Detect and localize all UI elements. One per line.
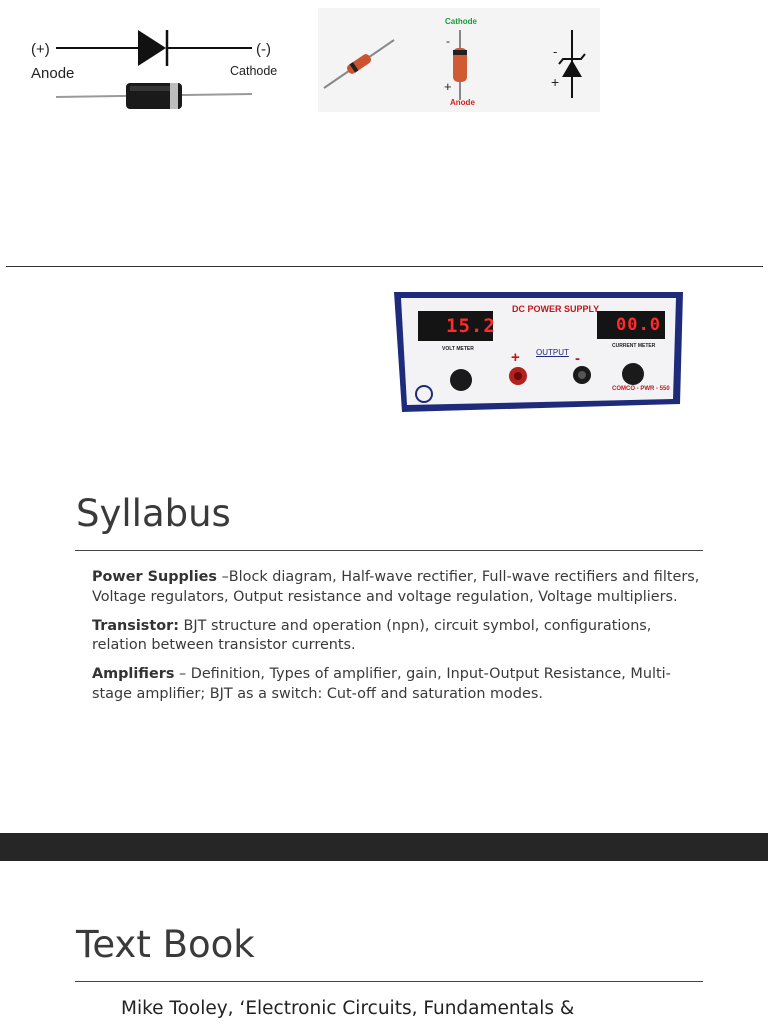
volt-display: 15.2 <box>446 315 496 337</box>
syllabus-item-heading: Amplifiers <box>92 666 175 682</box>
textbook-reference: Mike Tooley, ‘Electronic Circuits, Fundamentals & <box>121 998 575 1019</box>
zener-plus-sign: + <box>444 79 452 94</box>
zener-symbol-plus: + <box>551 74 560 90</box>
dc-power-supply-photo <box>394 290 684 414</box>
plus-terminal-label: + <box>511 349 520 366</box>
anode-label: Anode <box>31 65 75 82</box>
output-label: OUTPUT <box>536 348 569 357</box>
minus-terminal-label: - <box>575 350 580 367</box>
current-meter-label: CURRENT METER <box>612 343 656 349</box>
syllabus-item-heading: Power Supplies <box>92 569 217 585</box>
syllabus-item-text: Block diagram, Half-wave rectifier, Full-wave rectifiers and filters, Voltage regulators, Output resistance and voltage regulation, Voltage multipliers. <box>92 569 700 605</box>
syllabus-item-text: BJT structure and operation (npn), circuit symbol, configurations, relation between transistor currents. <box>92 617 652 653</box>
syllabus-item-separator: – <box>174 666 191 682</box>
volt-meter-label: VOLT METER <box>442 346 474 352</box>
model-label: COMCO - PWR - 550 <box>612 386 670 392</box>
syllabus-item-amplifiers <box>92 665 704 704</box>
anode-sign: (+) <box>31 41 50 58</box>
diode-figures <box>0 0 768 120</box>
zener-diode-photo <box>318 36 398 92</box>
divider-line <box>6 266 763 267</box>
syllabus-rule <box>75 550 703 551</box>
syllabus-item-transistor <box>92 617 704 656</box>
psu-title: DC POWER SUPPLY <box>512 304 600 314</box>
syllabus-item-text: Definition, Types of amplifier, gain, Input-Output Resistance, Multi-stage amplifier; BJT as a switch: Cut-off and saturation modes. <box>92 666 671 702</box>
zener-minus-sign: - <box>446 34 450 48</box>
cathode-label: Cathode <box>230 64 278 78</box>
syllabus-list <box>92 568 704 714</box>
textbook-title: Text Book <box>76 923 255 966</box>
slide-separator-band <box>0 833 768 861</box>
zener-anode-label: Anode <box>450 98 475 107</box>
syllabus-item-heading: Transistor: <box>92 617 179 634</box>
zener-cathode-label: Cathode <box>445 17 477 26</box>
zener-symbol <box>555 28 591 100</box>
syllabus-title: Syllabus <box>76 492 231 535</box>
zener-symbol-minus: - <box>553 44 558 59</box>
syllabus-item-separator: – <box>217 569 229 585</box>
syllabus-item-power-supplies <box>92 568 704 607</box>
current-display: 00.0 <box>616 315 661 335</box>
textbook-rule <box>75 981 703 982</box>
cathode-sign: (-) <box>256 41 271 58</box>
